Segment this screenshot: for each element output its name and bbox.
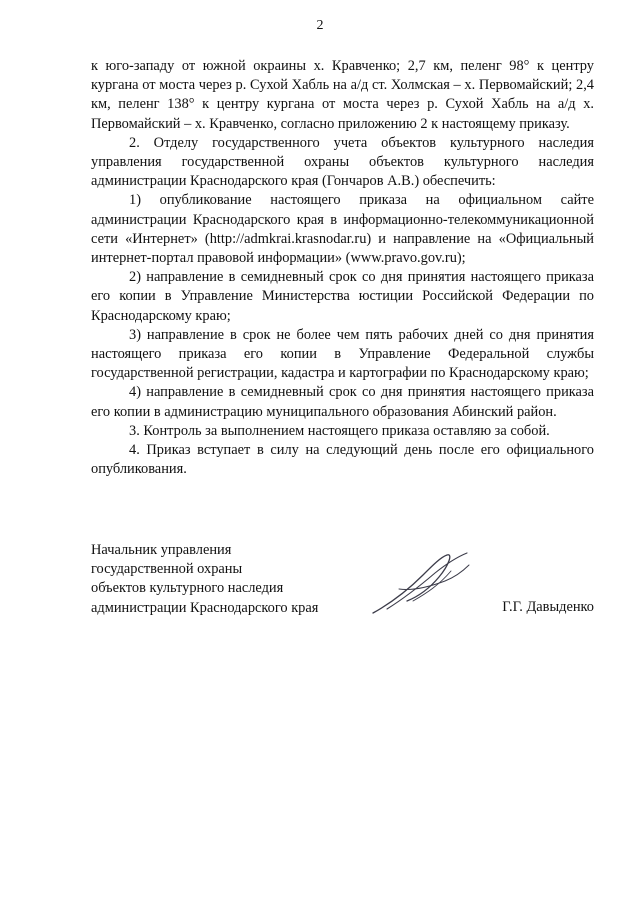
paragraph-4: 2) направление в семидневный срок со дня принятия настоящего приказа его копии в Управление Министерства юстиции Российской Федерации по Краснодарскому краю; xyxy=(91,269,594,324)
handwritten-signature xyxy=(369,549,474,619)
signature-block xyxy=(91,541,594,621)
signatory-title-line: государственной охраны xyxy=(91,561,243,578)
paragraph-7: 3. Контроль за выполнением настоящего приказа оставляю за собой. xyxy=(129,422,550,439)
signatory-title-line: объектов культурного наследия xyxy=(91,580,284,597)
paragraph-5: 3) направление в срок не более чем пять рабочих дней со дня принятия настоящего приказа его копии в Управление Федеральной службы государственной регистрации, кадастра и картографии по Краснодарскому краю; xyxy=(91,326,594,382)
paragraph-2: 2. Отделу государственного учета объектов культурного наследия управления государственной охраны объектов культурного наследия администрации Краснодарского края (Гончаров А.В.) обеспечить: xyxy=(91,134,594,190)
signatory-name: Г.Г. Давыденко xyxy=(502,599,594,615)
signatory-title-line: администрации Краснодарского края xyxy=(91,599,319,616)
paragraph-6: 4) направление в семидневный срок со дня принятия настоящего приказа его копии в администрацию муниципального образования Абинский район. xyxy=(91,384,594,420)
page-number: 2 xyxy=(316,18,324,33)
paragraph-3: 1) опубликование настоящего приказа на официальном сайте администрации Краснодарского края в информационно-телекоммуникационной сети «Интернет» (http://admkrai.krasnodar.ru) и направление на «Официальный интернет-портал правовой информации» (www.pravo.gov.ru); xyxy=(91,192,594,267)
body-text xyxy=(91,57,594,479)
paragraph-8: 4. Приказ вступает в силу на следующий день после его официального опубликования. xyxy=(91,442,594,478)
paragraph-1: к юго-западу от южной окраины х. Кравченко; 2,7 км, пеленг 98° к центру кургана от моста через р. Сухой Хабль на а/д ст. Холмская – х. Первомайский; 2,4 км, пеленг 138° к центру кургана от моста через р. Сухой Хабль на а/д х. Первомайский – х. Кравченко, согласно приложению 2 к настоящему приказу. xyxy=(91,58,594,132)
signatory-title xyxy=(91,541,318,618)
signatory-title-line: Начальник управления xyxy=(91,542,232,558)
